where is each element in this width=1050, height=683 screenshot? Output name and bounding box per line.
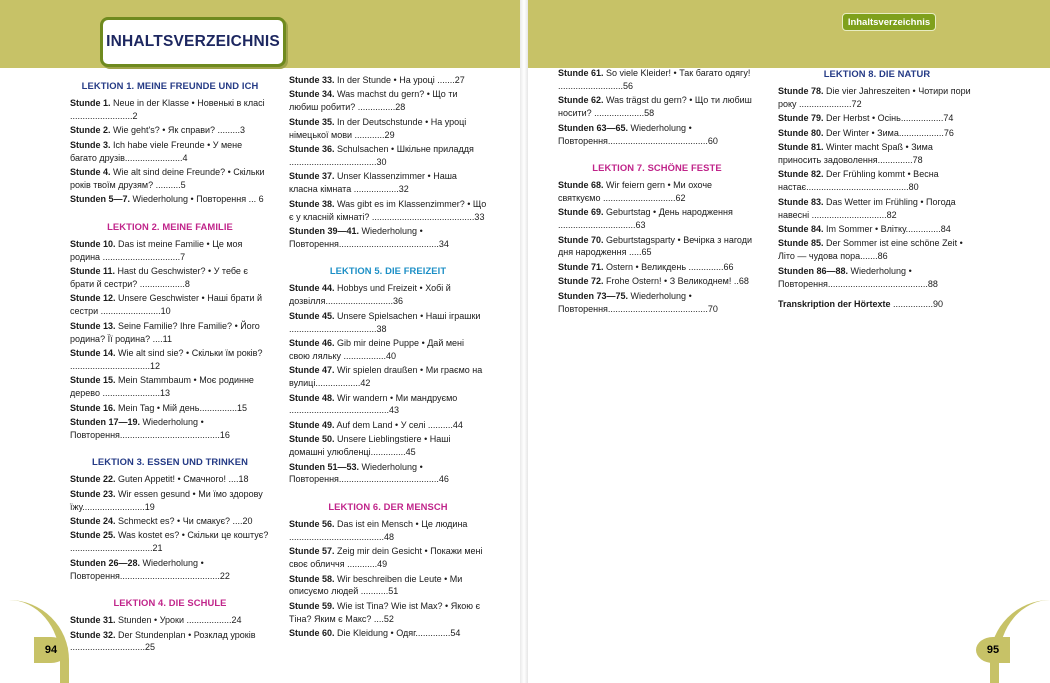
entry-number: Stunde 48. — [289, 392, 335, 403]
toc-entry[interactable] — [70, 139, 270, 165]
entry-text: Hobbys und Freizeit • Хобі й дозвілля...........................36 — [289, 283, 451, 307]
entry-text: Wir beschreiben die Leute • Ми описуємо людей ...........51 — [289, 573, 463, 597]
entry-number: Stunde 12. — [70, 293, 116, 304]
entry-number: Stunde 70. — [558, 234, 604, 245]
entry-text: Wie alt sind deine Freunde? • Скільки років твоїм друзям? ..........5 — [70, 167, 265, 190]
entry-number: Stunden 5—7. — [70, 194, 131, 205]
toc-entry[interactable] — [70, 166, 270, 192]
entry-text: Wiederholung • Повторення........................................22 — [70, 557, 230, 581]
entry-text: Der Frühling kommt • Весна настає.........................................80 — [778, 169, 939, 193]
entry-text: Das Wetter im Frühling • Погода навесні ..............................82 — [778, 196, 956, 220]
entry-number: Stunde 49. — [289, 419, 335, 430]
entry-text: Mein Tag • Мій день...............15 — [115, 402, 247, 413]
entry-number: Stunde 78. — [778, 86, 824, 96]
entry-text: Stunden • Уроки ..................24 — [115, 615, 242, 626]
toc-entry[interactable] — [70, 402, 270, 415]
entry-text: Im Sommer • Влітку..............84 — [823, 224, 951, 235]
entry-number: Stunde 14. — [70, 348, 116, 358]
entry-number: Stunden 51—53. — [289, 461, 360, 472]
entry-number: Stunde 16. — [70, 402, 116, 413]
toc-entry[interactable] — [289, 419, 487, 432]
entry-number: Stunde 31. — [70, 615, 116, 626]
toc-entry[interactable] — [289, 461, 487, 487]
lesson-heading: LEKTION 4. DIE SCHULE — [113, 597, 227, 609]
entry-text: Zeig mir dein Gesicht • Покажи мені своє обличчя ............49 — [289, 546, 483, 570]
entry-text: Wir essen gesund • Ми їмо здорову їжу.........................19 — [70, 488, 263, 512]
toc-entry[interactable] — [778, 127, 976, 140]
toc-entry[interactable] — [558, 94, 756, 120]
running-header-tag — [842, 13, 936, 31]
toc-entry[interactable] — [289, 364, 487, 390]
page-title: INHALTSVERZEICHNIS — [106, 33, 280, 50]
entry-text: ................90 — [890, 299, 944, 310]
entry-text: Wiederholung • Повторення........................................88 — [778, 265, 938, 289]
entry-number: Stunde 80. — [778, 127, 824, 138]
entry-text: Frohe Ostern! • З Великоднем! ..68 — [603, 276, 749, 287]
entry-text: Unser Klassenzimmer • Наша класна кімната ..................32 — [289, 171, 457, 195]
toc-entry[interactable] — [778, 141, 976, 167]
entry-number: Stunde 38. — [289, 198, 335, 209]
toc-entry[interactable] — [289, 433, 487, 459]
entry-text: Das ist ein Mensch • Це людина ......................................48 — [289, 518, 468, 542]
toc-column-4 — [778, 68, 976, 313]
entry-number: Stunden 86—88. — [778, 265, 849, 276]
toc-column-1 — [70, 80, 270, 656]
entry-text: Seine Familie? Ihre Familie? • Його родина? Її родина? ....11 — [70, 320, 260, 344]
entry-number: Stunde 85. — [778, 238, 824, 249]
toc-entry[interactable] — [70, 97, 270, 123]
toc-entry[interactable] — [778, 196, 976, 222]
entry-text: Der Stundenplan • Розклад уроків ..............................25 — [70, 629, 256, 653]
entry-text: Geburtstagsparty • Вечірка з нагоди дня народження .....65 — [558, 234, 753, 258]
entry-text: Was gibt es im Klassenzimmer? • Що є у класній кімнаті? .........................................33 — [289, 198, 487, 222]
toc-entry[interactable] — [289, 573, 487, 599]
page-number-left: 94 — [34, 637, 68, 663]
toc-entry[interactable] — [289, 170, 487, 196]
toc-entry[interactable] — [558, 179, 756, 205]
entry-number: Stunde 24. — [70, 516, 116, 527]
entry-text: Wir feiern gern • Ми охоче святкуємо .............................62 — [558, 179, 713, 203]
entry-text: Was trägst du gern? • Що ти любиш носити? ....................58 — [558, 95, 752, 119]
toc-entry[interactable] — [289, 282, 487, 308]
toc-entry[interactable] — [289, 600, 487, 626]
toc-entry[interactable] — [778, 168, 976, 194]
entry-number: Stunde 58. — [289, 573, 335, 584]
toc-column-2 — [289, 74, 487, 642]
toc-entry[interactable] — [70, 515, 270, 528]
entry-text: Mein Stammbaum • Моє родинне дерево .......................13 — [70, 375, 254, 399]
entry-text: Guten Appetit! • Смачного! ....18 — [115, 474, 249, 485]
entry-number: Stunde 35. — [289, 116, 335, 127]
entry-number: Stunde 71. — [558, 261, 604, 272]
lesson-heading: LEKTION 1. MEINE FREUNDE UND ICH — [81, 80, 259, 91]
entry-text: Wir wandern • Ми мандруємо ........................................43 — [289, 392, 458, 416]
entry-text: Schulsachen • Шкільне приладдя ...................................30 — [289, 144, 474, 167]
entry-number: Transkription der Hörtexte — [778, 299, 891, 310]
entry-text: Neue in der Klasse • Новенькі в класі .........................2 — [70, 98, 265, 121]
entry-number: Stunde 83. — [778, 196, 824, 207]
entry-text: Wir spielen draußen • Ми граємо на вулиці..................42 — [289, 365, 483, 389]
toc-entry[interactable] — [70, 473, 270, 486]
entry-number: Stunde 3. — [70, 139, 111, 150]
entry-number: Stunde 2. — [70, 125, 111, 136]
entry-text: Hast du Geschwister? • У тебе є брати й сестри? ..................8 — [70, 266, 248, 289]
entry-number: Stunden 39—41. — [289, 225, 360, 236]
lesson-heading: LEKTION 3. ESSEN UND TRINKEN — [92, 456, 248, 468]
entry-text: Die Kleidung • Одяг..............54 — [334, 628, 461, 639]
entry-text: Wiederholung • Повторення........................................46 — [289, 461, 449, 485]
toc-column-3 — [558, 67, 756, 317]
entry-text: Die vier Jahreszeiten • Чотири пори року .....................72 — [778, 86, 971, 109]
entry-text: Ich habe viele Freunde • У мене багато друзів.......................4 — [70, 139, 243, 163]
entry-text: Ostern • Великдень ..............66 — [603, 261, 734, 272]
entry-text: So viele Kleider! • Так багато одягу! ..........................56 — [558, 68, 751, 91]
lesson-heading: LEKTION 2. MEINE FAMILIE — [107, 220, 233, 232]
entry-text: Winter macht Spaß • Зима приносить задоволення..............78 — [778, 142, 933, 166]
toc-entry[interactable] — [70, 629, 270, 655]
toc-entry[interactable] — [70, 292, 270, 318]
entry-text: Auf dem Land • У селі ..........44 — [334, 419, 463, 430]
entry-number: Stunde 47. — [289, 365, 335, 376]
toc-entry[interactable] — [70, 374, 270, 400]
entry-number: Stunde 1. — [70, 98, 111, 108]
entry-number: Stunde 34. — [289, 89, 335, 100]
entry-number: Stunde 25. — [70, 530, 116, 541]
entry-text: Gib mir deine Puppe • Дай мені свою ляльку .................40 — [289, 337, 465, 361]
toc-entry[interactable] — [289, 116, 487, 142]
entry-number: Stunde 15. — [70, 375, 116, 386]
entry-number: Stunde 62. — [558, 95, 604, 106]
entry-text: Der Winter • Зима..................76 — [823, 127, 954, 138]
entry-number: Stunde 4. — [70, 167, 111, 178]
entry-number: Stunde 32. — [70, 629, 116, 640]
entry-number: Stunde 13. — [70, 320, 116, 331]
entry-number: Stunde 56. — [289, 518, 335, 529]
toc-entry[interactable] — [778, 265, 976, 291]
entry-number: Stunde 81. — [778, 142, 824, 153]
entry-text: Wiederholung • Повторення........................................16 — [70, 417, 230, 440]
toc-entry[interactable] — [289, 198, 487, 224]
toc-entry[interactable] — [289, 74, 487, 87]
entry-text: Unsere Geschwister • Наші брати й сестри ........................10 — [70, 293, 263, 317]
entry-number: Stunde 82. — [778, 169, 824, 180]
entry-number: Stunde 44. — [289, 283, 335, 294]
header-band-right — [528, 0, 1050, 68]
entry-number: Stunde 60. — [289, 628, 335, 639]
toc-entry[interactable] — [558, 290, 756, 316]
toc-entry[interactable] — [778, 298, 976, 311]
toc-entry[interactable] — [70, 238, 270, 264]
entry-text: Wie geht's? • Як справи? .........3 — [110, 125, 246, 136]
toc-entry[interactable] — [558, 67, 756, 93]
entry-text: Schmeckt es? • Чи смакує? ....20 — [115, 516, 253, 527]
toc-entry[interactable] — [778, 112, 976, 125]
lesson-heading: LEKTION 8. DIE NATUR — [823, 68, 931, 79]
lesson-heading: LEKTION 7. SCHÖNE FESTE — [592, 161, 722, 173]
toc-entry[interactable] — [70, 614, 270, 627]
toc-entry[interactable] — [70, 320, 270, 346]
toc-entry[interactable] — [289, 88, 487, 114]
entry-text: Wiederholung • Повторення........................................70 — [558, 290, 718, 314]
entry-text: Wie ist Tina? Wie ist Max? • Якою є Тіна? Яким є Макс? ....52 — [289, 600, 481, 624]
toc-entry[interactable] — [70, 265, 270, 291]
entry-text: Wiederholung • Повторення ... 6 — [130, 194, 264, 205]
entry-text: Unsere Lieblingstiere • Наші домашні улюбленці..............45 — [289, 434, 451, 458]
page-title-box — [100, 17, 286, 67]
entry-number: Stunden 63—65. — [558, 122, 629, 133]
toc-entry[interactable] — [289, 143, 487, 169]
entry-text: Unsere Spielsachen • Наші іграшки ...................................38 — [289, 310, 481, 334]
entry-text: Was kostet es? • Скільки це коштує? .................................21 — [70, 530, 269, 554]
entry-number: Stunden 26—28. — [70, 557, 141, 568]
entry-text: Was machst du gern? • Що ти любиш робити? ...............28 — [289, 89, 458, 113]
entry-text: Der Sommer ist eine schöne Zeit • Літо — чудова пора.......86 — [778, 238, 963, 262]
entry-number: Stunde 61. — [558, 68, 604, 78]
entry-text: Wiederholung • Повторення........................................34 — [289, 225, 449, 249]
toc-entry[interactable] — [70, 347, 270, 373]
toc-entry[interactable] — [289, 545, 487, 571]
entry-number: Stunde 10. — [70, 238, 116, 249]
toc-entry[interactable] — [70, 416, 270, 442]
entry-text: In der Stunde • На уроці .......27 — [334, 75, 465, 85]
toc-entry[interactable] — [70, 193, 270, 206]
toc-entry[interactable] — [558, 122, 756, 148]
entry-number: Stunden 73—75. — [558, 290, 629, 301]
toc-entry[interactable] — [289, 518, 487, 544]
entry-number: Stunde 79. — [778, 113, 824, 124]
entry-number: Stunde 45. — [289, 310, 335, 321]
toc-entry[interactable] — [558, 206, 756, 232]
entry-number: Stunde 36. — [289, 144, 335, 155]
running-header-text: Inhaltsverzeichnis — [847, 16, 931, 28]
entry-text: Das ist meine Familie • Це моя родина ...............................7 — [70, 238, 243, 262]
lesson-heading: LEKTION 5. DIE FREIZEIT — [329, 265, 447, 277]
toc-entry[interactable] — [778, 223, 976, 236]
toc-entry[interactable] — [289, 627, 487, 640]
entry-number: Stunde 50. — [289, 434, 335, 445]
entry-number: Stunde 72. — [558, 276, 604, 287]
entry-text: In der Deutschstunde • На уроці німецької мови ............29 — [289, 116, 467, 140]
toc-entry[interactable] — [70, 557, 270, 583]
entry-number: Stunde 84. — [778, 224, 824, 235]
entry-text: Wie alt sind sie? • Скільки їм років? ................................12 — [70, 348, 263, 371]
toc-entry[interactable] — [289, 337, 487, 363]
toc-entry[interactable] — [558, 275, 756, 288]
entry-text: Wiederholung • Повторення........................................60 — [558, 122, 718, 146]
toc-entry[interactable] — [70, 488, 270, 514]
entry-number: Stunde 57. — [289, 546, 335, 557]
entry-text: Der Herbst • Осінь.................74 — [823, 113, 954, 124]
toc-entry[interactable] — [70, 529, 270, 555]
toc-entry[interactable] — [558, 261, 756, 274]
entry-number: Stunde 37. — [289, 171, 335, 182]
entry-number: Stunde 33. — [289, 75, 335, 85]
toc-entry[interactable] — [778, 85, 976, 111]
toc-entry[interactable] — [778, 237, 976, 263]
entry-number: Stunde 23. — [70, 488, 116, 499]
toc-entry[interactable] — [289, 310, 487, 336]
entry-text: Geburtstag • День народження ...............................63 — [558, 207, 733, 231]
entry-number: Stunde 68. — [558, 179, 604, 190]
toc-entry[interactable] — [289, 392, 487, 418]
toc-entry[interactable] — [70, 124, 270, 137]
book-gutter — [520, 0, 528, 683]
entry-number: Stunde 69. — [558, 207, 604, 218]
entry-number: Stunden 17—19. — [70, 417, 141, 428]
page-number-right: 95 — [976, 637, 1010, 663]
toc-entry[interactable] — [558, 234, 756, 260]
entry-number: Stunde 46. — [289, 337, 335, 348]
toc-entry[interactable] — [289, 225, 487, 251]
entry-number: Stunde 22. — [70, 474, 116, 485]
lesson-heading: LEKTION 6. DER MENSCH — [328, 500, 448, 512]
entry-number: Stunde 11. — [70, 266, 116, 277]
entry-number: Stunde 59. — [289, 600, 335, 611]
